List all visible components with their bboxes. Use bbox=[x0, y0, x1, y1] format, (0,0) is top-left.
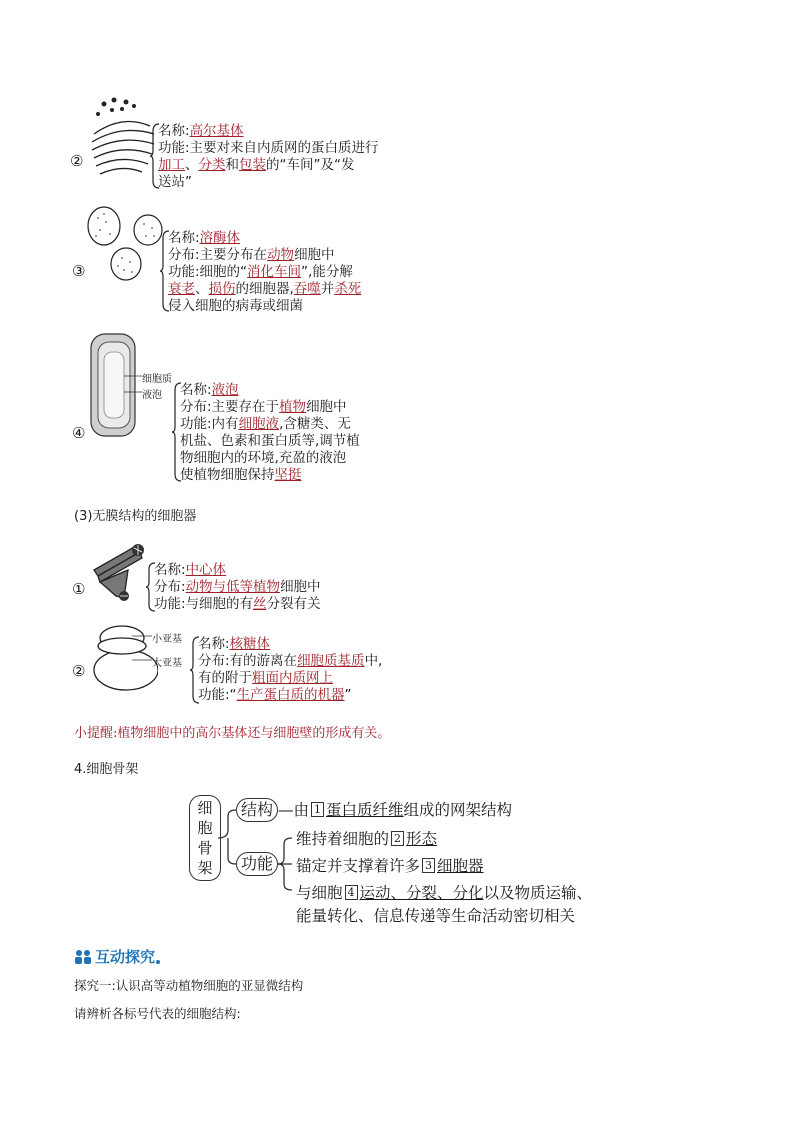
plain-text: ,含糖类、无 bbox=[279, 416, 351, 432]
vacuole-number: ④ bbox=[72, 424, 86, 442]
lysosome-line bbox=[168, 281, 361, 298]
function-line-2 bbox=[296, 854, 484, 876]
ribosome-number: ② bbox=[72, 662, 86, 680]
function-line-3 bbox=[296, 881, 592, 903]
plain-text: 的“车间”及“发 bbox=[266, 157, 355, 173]
func1-pre: 维持着细胞的 bbox=[296, 830, 390, 848]
answer-text: 坚挺 bbox=[274, 467, 302, 483]
vlabel-char: 骨 bbox=[197, 839, 213, 857]
vacuole-text bbox=[180, 382, 360, 484]
dot-icon bbox=[155, 959, 161, 965]
centrosome-number: ① bbox=[72, 580, 86, 598]
lysosome-line bbox=[168, 230, 361, 247]
structure-pre: —由 bbox=[278, 801, 310, 819]
plain-text: 分布:主要分布在 bbox=[168, 247, 268, 263]
func3-pre: 与细胞 bbox=[296, 884, 343, 902]
answer-text: 核糖体 bbox=[229, 636, 271, 652]
lysosome-figure bbox=[86, 204, 166, 286]
plain-text: 送站” bbox=[158, 174, 192, 190]
answer-text: 消化车间 bbox=[247, 264, 302, 280]
centrosome-line bbox=[154, 562, 321, 579]
vacuole-line bbox=[180, 433, 360, 450]
vacuole-line bbox=[180, 399, 360, 416]
plain-text: 名称: bbox=[154, 562, 186, 578]
plain-text: 中, bbox=[364, 653, 383, 669]
answer-text: 细胞液 bbox=[238, 416, 280, 432]
plain-text: 功能:主要对来自内质网的蛋白质进行 bbox=[158, 140, 379, 156]
plain-text: ” bbox=[344, 687, 352, 703]
lysosome-line bbox=[168, 298, 361, 315]
plain-text: 功能:内有 bbox=[180, 416, 239, 432]
answer-text: 衰老 bbox=[168, 281, 195, 297]
vlabel-char: 细 bbox=[197, 799, 213, 817]
ribosome-line bbox=[198, 687, 382, 704]
blank-marker-1: 1 bbox=[311, 802, 324, 817]
plain-text: 并 bbox=[320, 281, 335, 297]
answer-text: 分类 bbox=[198, 157, 226, 173]
lysosome-number: ③ bbox=[72, 262, 86, 280]
answer-text: 动物与低等植物 bbox=[185, 579, 281, 595]
answer-text: 丝 bbox=[253, 596, 267, 612]
plain-text: 侵入细胞的病毒或细菌 bbox=[168, 298, 303, 314]
blank-answer-1: 蛋白质纤维 bbox=[326, 801, 404, 819]
plain-text: 有的附于 bbox=[198, 670, 252, 686]
centrosome-line bbox=[154, 596, 321, 613]
ribosome-text bbox=[198, 636, 382, 704]
vacuole-line bbox=[180, 416, 360, 433]
answer-text: 液泡 bbox=[211, 382, 239, 398]
centrosome-text bbox=[154, 562, 321, 613]
plain-text: ”,能分解 bbox=[301, 264, 353, 280]
plain-text: 、 bbox=[185, 157, 199, 173]
explore-1-title: 探究一:认识高等动植物细胞的亚显微结构 bbox=[74, 978, 304, 993]
plain-text: 分裂有关 bbox=[266, 596, 321, 612]
function-line-1 bbox=[296, 827, 437, 849]
answer-text: 生产蛋白质的机器 bbox=[236, 687, 345, 703]
plain-text: 分布: bbox=[154, 579, 186, 595]
answer-text: 加工 bbox=[158, 157, 185, 173]
centrosome-line bbox=[154, 579, 321, 596]
plain-text: 功能:与细胞的有 bbox=[154, 596, 254, 612]
plain-text: 、 bbox=[195, 281, 209, 297]
people-icon bbox=[74, 949, 92, 965]
golgi-line bbox=[158, 174, 379, 191]
plain-text: 功能:“ bbox=[198, 687, 237, 703]
label-small-subunit: 小亚基 bbox=[152, 634, 182, 645]
structure-post: 组成的网架结构 bbox=[403, 801, 513, 819]
blank-marker-3: 3 bbox=[422, 858, 435, 873]
answer-text: 高尔基体 bbox=[189, 123, 244, 139]
tip-note: 小提醒:植物细胞中的高尔基体还与细胞壁的形成有关。 bbox=[74, 726, 391, 741]
plain-text: 名称: bbox=[198, 636, 230, 652]
blank-answer-2: 形态 bbox=[406, 830, 438, 848]
vlabel-char: 胞 bbox=[197, 819, 213, 837]
answer-text: 植物 bbox=[279, 399, 307, 415]
lysosome-text bbox=[168, 230, 361, 315]
plain-text: 物细胞内的环境,充盈的液泡 bbox=[180, 450, 347, 466]
structure-line bbox=[278, 798, 512, 820]
golgi-line bbox=[158, 140, 379, 157]
blank-marker-2: 2 bbox=[391, 831, 404, 846]
ribosome-line bbox=[198, 670, 382, 687]
func3-post: 以及物质运输、 bbox=[483, 884, 593, 902]
label-large-subunit: 大亚基 bbox=[152, 658, 182, 669]
vlabel-char: 架 bbox=[197, 859, 213, 877]
plain-text: 名称: bbox=[180, 382, 212, 398]
label-cytoplasm: 细胞质 bbox=[142, 374, 172, 385]
plain-text: 分布:有的游离在 bbox=[198, 653, 298, 669]
vacuole-line bbox=[180, 450, 360, 467]
ribosome-line bbox=[198, 636, 382, 653]
function-line-3b: 能量转化、信息传递等生命活动密切相关 bbox=[296, 907, 576, 925]
golgi-line bbox=[158, 123, 379, 140]
cytoskeleton-vertical-label bbox=[189, 795, 221, 881]
plain-text: 机盐、色素和蛋白质等,调节植 bbox=[180, 433, 360, 449]
answer-text: 动物 bbox=[267, 247, 295, 263]
plain-text: 细胞中 bbox=[306, 399, 347, 415]
ribosome-line bbox=[198, 653, 382, 670]
answer-text: 损伤 bbox=[208, 281, 236, 297]
plain-text: 功能:细胞的“ bbox=[168, 264, 248, 280]
explore-1-question: 请辨析各标号代表的细胞结构: bbox=[74, 1006, 241, 1021]
blank-answer-3: 细胞器 bbox=[437, 857, 484, 875]
label-vacuole: 液泡 bbox=[142, 390, 162, 401]
golgi-text bbox=[158, 123, 379, 191]
plain-text: 分布:主要存在于 bbox=[180, 399, 280, 415]
answer-text: 吞噬 bbox=[293, 281, 321, 297]
section-4-title: 4.细胞骨架 bbox=[74, 762, 139, 777]
answer-text: 粗面内质网上 bbox=[252, 670, 333, 686]
vacuole-line bbox=[180, 467, 360, 484]
func2-pre: 锚定并支撑着许多 bbox=[296, 857, 421, 875]
plain-text: 名称: bbox=[158, 123, 190, 139]
answer-text: 包装 bbox=[239, 157, 266, 173]
structure-node: 结构 bbox=[236, 798, 278, 822]
golgi-number: ② bbox=[70, 152, 84, 170]
answer-text: 溶酶体 bbox=[199, 230, 241, 246]
answer-text: 中心体 bbox=[185, 562, 227, 578]
plain-text: 细胞中 bbox=[280, 579, 321, 595]
answer-text: 细胞质基质 bbox=[297, 653, 365, 669]
plain-text: 名称: bbox=[168, 230, 200, 246]
centrosome-figure bbox=[88, 540, 152, 602]
interactive-heading bbox=[74, 946, 161, 967]
golgi-line bbox=[158, 157, 379, 174]
vacuole-line bbox=[180, 382, 360, 399]
function-node: 功能 bbox=[236, 852, 278, 876]
lysosome-line bbox=[168, 247, 361, 264]
blank-marker-4: 4 bbox=[345, 885, 358, 900]
lysosome-line bbox=[168, 264, 361, 281]
vacuole-leader-lines bbox=[124, 370, 144, 400]
section-3-title: (3)无膜结构的细胞器 bbox=[74, 509, 197, 524]
plain-text: 使植物细胞保持 bbox=[180, 467, 275, 483]
answer-text: 杀死 bbox=[334, 281, 362, 297]
blank-answer-4: 运动、分裂、分化 bbox=[359, 884, 484, 902]
plain-text: 细胞中 bbox=[294, 247, 335, 263]
plain-text: 的细胞器, bbox=[235, 281, 294, 297]
interactive-title: 互动探究 bbox=[95, 948, 156, 966]
plain-text: 和 bbox=[225, 157, 239, 173]
